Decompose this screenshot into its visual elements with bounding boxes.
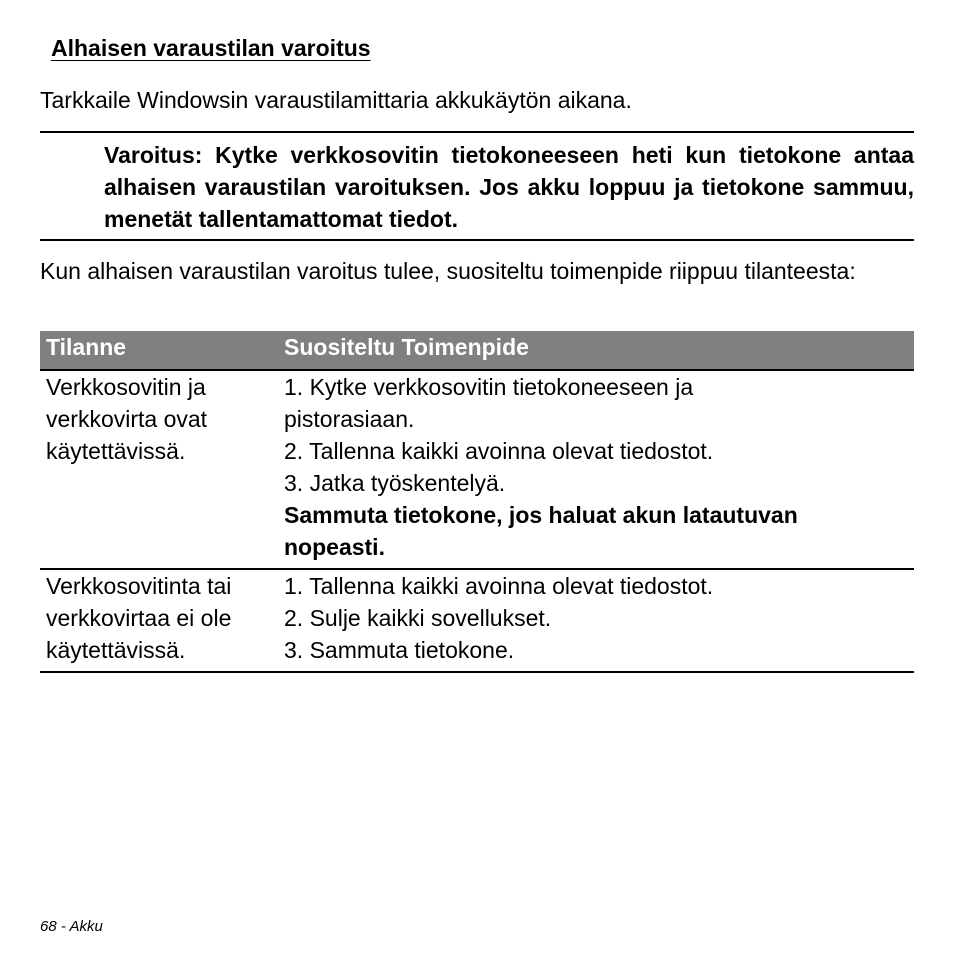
action-line: 1. Kytke verkkosovitin tietokoneeseen ja (284, 374, 694, 400)
table-header (40, 331, 914, 371)
table-row (40, 371, 914, 570)
section-title: Alhaisen varaustilan varoitus (51, 35, 371, 61)
action-line: pistorasiaan. (284, 406, 415, 432)
situation-line: verkkovirta ovat (46, 406, 208, 432)
warning-top-rule (40, 131, 914, 133)
warning-bottom-rule (40, 239, 914, 241)
action-cell (284, 570, 904, 666)
action-cell (284, 371, 904, 563)
body-paragraph: Kun alhaisen varaustilan varoitus tulee, suositeltu toimenpide riippuu tilanteesta: (40, 258, 856, 284)
page-footer: 68 - Akku (40, 918, 103, 935)
intro-text: Tarkkaile Windowsin varaustilamittaria akkukäytön aikana. (40, 87, 632, 113)
action-line: 3. Sammuta tietokone. (284, 637, 515, 663)
action-line: 1. Tallenna kaikki avoinna olevat tiedostot. (284, 573, 714, 599)
action-note: Sammuta tietokone, jos haluat akun latautuvan (284, 502, 798, 528)
situation-line: käytettävissä. (46, 637, 186, 663)
action-line: 2. Tallenna kaikki avoinna olevat tiedostot. (284, 438, 714, 464)
situation-cell (46, 570, 276, 666)
action-line: 2. Sulje kaikki sovellukset. (284, 605, 552, 631)
situation-cell (46, 371, 276, 467)
header-situation: Tilanne (46, 334, 127, 360)
warning-text: Varoitus: Kytke verkkosovitin tietokoneeseen heti kun tietokone antaa alhaisen varaustilan varoituksen. Jos akku loppuu ja tietokone sammuu, menetät tallentamattomat tiedot. (104, 142, 914, 232)
situation-line: verkkovirtaa ei ole (46, 605, 232, 631)
action-note: nopeasti. (284, 534, 385, 560)
table-row (40, 570, 914, 673)
action-line: 3. Jatka työskentelyä. (284, 470, 506, 496)
situation-line: Verkkosovitinta tai (46, 573, 232, 599)
situation-line: Verkkosovitin ja (46, 374, 206, 400)
situation-line: käytettävissä. (46, 438, 186, 464)
header-action: Suositeltu Toimenpide (284, 334, 529, 360)
action-table (40, 331, 914, 673)
